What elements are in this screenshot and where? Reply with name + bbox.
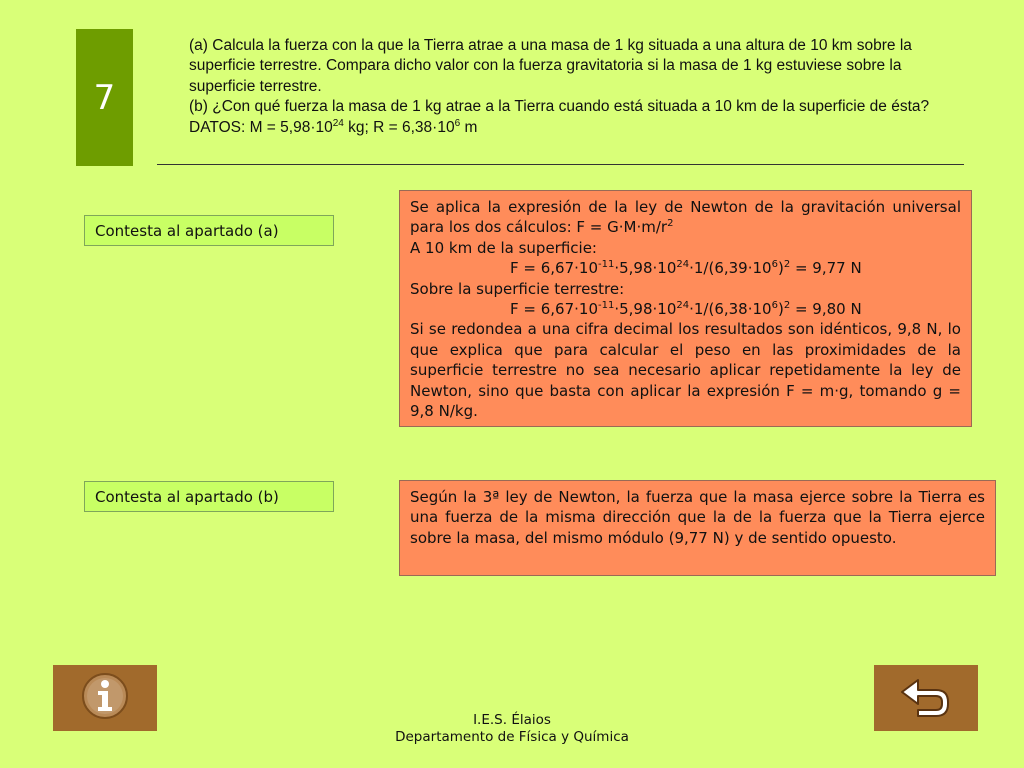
answer-a-box: [399, 190, 972, 427]
answer-a-surface-label: Sobre la superficie terrestre:: [410, 279, 625, 298]
answer-a-height-label: A 10 km de la superficie:: [410, 238, 597, 257]
footer-department: Departamento de Física y Química: [395, 729, 629, 745]
question-text: [189, 36, 969, 138]
question-part-a: (a) Calcula la fuerza con la que la Tierra atrae a una masa de 1 kg situada a una altura de 10 km sobre la superficie terrestre. Compara dicho valor con la fuerza gravitatoria si la masa de 1 kg estuviese sobre la superficie terrestre.: [189, 37, 912, 95]
footer: [360, 712, 664, 746]
footer-school: I.E.S. Élaios: [473, 712, 551, 728]
answer-b-box: [399, 480, 996, 576]
answer-a-formula-2: $F = 6,67\cdot 10^{-11}\cdot 5,98\cdot 10^{24}\cdot 1/(6,38\cdot 10^6)^2 = 9,80$ N: [510, 300, 862, 319]
slide-number-text: 7: [93, 77, 116, 118]
question-datos: DATOS: $M = 5,98\cdot 10^{24}$ kg; $R = 6,38\cdot 10^6$ m: [189, 117, 478, 136]
answer-a-conclusion: Si se redondea a una cifra decimal los resultados son idénticos, 9,8 N, lo que explica que para calcular el peso en las proximidades de la superficie terrestre no sea necesario aplicar repetidamente la ley de Newton, sino que basta con aplicar la expresión F = m·g, tomando g = 9,8 N/kg.: [410, 320, 961, 421]
info-icon: [81, 672, 129, 725]
answer-b-text: Según la 3ª ley de Newton, la fuerza que la masa ejerce sobre la Tierra es una fuerza de la misma dirección que la de la fuerza que la Tierra ejerce sobre la masa, del mismo módulo (9,77 N) y de sentido opuesto.: [410, 488, 985, 547]
slide-number: [76, 29, 133, 166]
question-part-b: (b) ¿Con qué fuerza la masa de 1 kg atrae a la Tierra cuando está situada a 10 km de la superficie de ésta?: [189, 98, 930, 116]
answer-b-button[interactable]: Contesta al apartado (b): [84, 481, 334, 512]
divider: [157, 164, 964, 165]
back-button[interactable]: [874, 665, 978, 731]
info-button[interactable]: [53, 665, 157, 731]
answer-a-intro: Se aplica la expresión de la ley de Newton de la gravitación universal para los dos cálculos: $F = G\cdot M\cdot m/r^2$: [410, 198, 961, 237]
answer-a-formula-1: $F = 6,67\cdot 10^{-11}\cdot 5,98\cdot 10^{24}\cdot 1/(6,39\cdot 10^6)^2 = 9,77$ N: [510, 259, 862, 278]
answer-a-button[interactable]: Contesta al apartado (a): [84, 215, 334, 246]
return-arrow-icon: [896, 672, 956, 725]
